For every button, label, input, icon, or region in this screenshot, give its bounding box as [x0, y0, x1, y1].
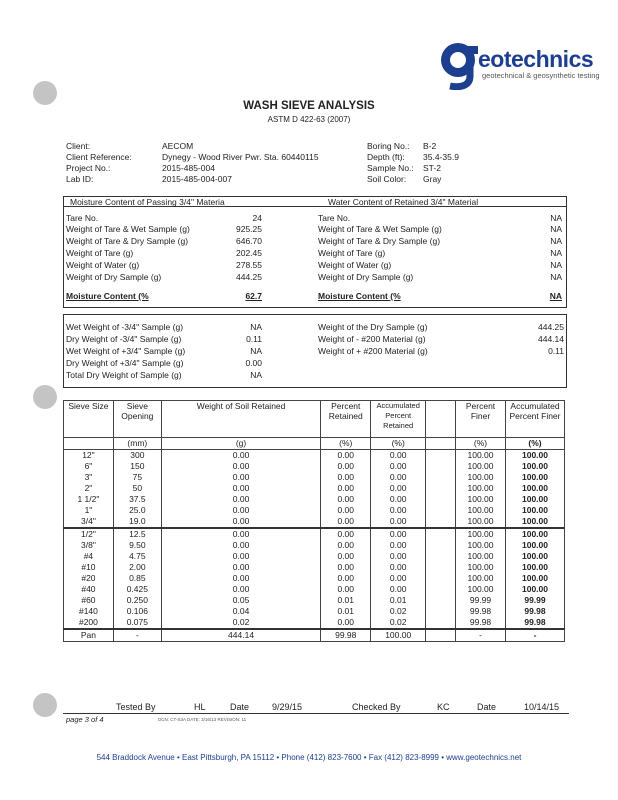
col-header-accumulated-retained: Accumulated Percent Retained — [371, 401, 426, 438]
cell-sieve-opening: 150 — [113, 461, 161, 472]
moisture-passing-label: Weight of Tare & Wet Sample (g) — [66, 224, 190, 234]
cell-accum-finer: 100.00 — [505, 461, 564, 472]
info-value: 2015-485-004-007 — [162, 174, 232, 184]
cell-sieve-opening: 0.106 — [113, 606, 161, 617]
cell-accum-finer: 100.00 — [505, 540, 564, 551]
cell-accum-retained: 0.00 — [371, 494, 426, 505]
tested-date-value: 9/29/15 — [272, 702, 303, 712]
weight-label: Wet Weight of -3/4" Sample (g) — [66, 322, 184, 332]
cell-blank — [426, 573, 456, 584]
moisture-passing-value: 925.25 — [236, 224, 262, 234]
cell-blank — [426, 505, 456, 516]
cell-sieve-opening: 75 — [113, 472, 161, 483]
cell-sieve-opening: 37.5 — [113, 494, 161, 505]
weight-value: 0.11 — [246, 334, 262, 344]
sieve-analysis-table — [63, 400, 565, 642]
moisture-retained-value: NA — [550, 224, 562, 234]
cell-accum-finer: 100.00 — [505, 573, 564, 584]
cell-percent-finer: 99.99 — [456, 595, 506, 606]
binder-hole-bottom — [33, 693, 57, 717]
col-header-weight-retained: Weight of Soil Retained — [161, 401, 320, 438]
table-header-row — [64, 401, 565, 438]
col-header-percent-finer: Percent Finer — [456, 401, 506, 438]
cell-sieve-size: 1 1/2" — [64, 494, 114, 505]
moisture-passing-label: Weight of Tare & Dry Sample (g) — [66, 236, 189, 246]
table-row — [64, 505, 565, 516]
cell-sieve-size: #60 — [64, 595, 114, 606]
cell-blank — [426, 540, 456, 551]
weight-label: Dry Weight of +3/4" Sample (g) — [66, 358, 184, 368]
cell-accum-finer: 100.00 — [505, 494, 564, 505]
cell-percent-finer: 100.00 — [456, 505, 506, 516]
cell-accum-retained: 0.00 — [371, 551, 426, 562]
info-label: Soil Color: — [367, 174, 407, 184]
checked-by-label: Checked By — [352, 702, 401, 712]
info-label: Client: — [66, 141, 91, 151]
info-label: Client Reference: — [66, 152, 132, 162]
cell-sieve-opening: 0.85 — [113, 573, 161, 584]
cell-percent-retained: 0.00 — [321, 450, 371, 462]
cell-sieve-size: #4 — [64, 551, 114, 562]
sieve-table-body — [64, 438, 565, 642]
cell-weight-retained: (g) — [161, 438, 320, 450]
cell-sieve-opening: 300 — [113, 450, 161, 462]
cell-percent-retained: (%) — [321, 438, 371, 450]
table-row — [64, 584, 565, 595]
cell-weight-retained: 0.00 — [161, 461, 320, 472]
info-right-values — [423, 141, 459, 185]
cell-blank — [426, 606, 456, 617]
cell-weight-retained: 0.00 — [161, 540, 320, 551]
table-row — [64, 472, 565, 483]
cell-percent-retained: 0.00 — [321, 505, 371, 516]
cell-percent-retained: 0.01 — [321, 606, 371, 617]
weight-value: 0.11 — [548, 346, 564, 356]
cell-percent-retained: 0.00 — [321, 540, 371, 551]
cell-weight-retained: 0.04 — [161, 606, 320, 617]
table-row-pan — [64, 629, 565, 642]
cell-sieve-opening: 0.425 — [113, 584, 161, 595]
logo-tagline: geotechnical & geosynthetic testing — [482, 71, 600, 80]
cell-percent-finer: 100.00 — [456, 461, 506, 472]
cell-blank — [426, 528, 456, 540]
cell-sieve-size: 6" — [64, 461, 114, 472]
cell-sieve-opening: 0.250 — [113, 595, 161, 606]
cell-sieve-opening: 0.075 — [113, 617, 161, 629]
cell-sieve-opening: (mm) — [113, 438, 161, 450]
cell-percent-retained: 0.00 — [321, 483, 371, 494]
cell-percent-retained: 0.00 — [321, 551, 371, 562]
page-number: page 3 of 4 — [66, 715, 104, 724]
cell-sieve-opening: 9.50 — [113, 540, 161, 551]
weight-label: Weight of + #200 Material (g) — [318, 346, 428, 356]
cell-sieve-opening: 19.0 — [113, 516, 161, 528]
cell-weight-retained: 444.14 — [161, 629, 320, 642]
cell-sieve-opening: 2.00 — [113, 562, 161, 573]
cell-percent-finer: 100.00 — [456, 540, 506, 551]
info-value: B-2 — [423, 141, 437, 151]
cell-accum-retained: 0.00 — [371, 584, 426, 595]
table-row — [64, 551, 565, 562]
cell-percent-finer: 100.00 — [456, 472, 506, 483]
cell-percent-retained: 0.00 — [321, 516, 371, 528]
weight-value: NA — [250, 346, 262, 356]
moisture-retained-label: Weight of Dry Sample (g) — [318, 272, 414, 282]
cell-sieve-size: 3" — [64, 472, 114, 483]
cell-percent-finer: 100.00 — [456, 494, 506, 505]
info-label: Depth (ft): — [367, 152, 405, 162]
cell-percent-finer: 100.00 — [456, 450, 506, 462]
document-code: DCN: CT-S3A DATE: 3/16/13 REVISION: 11 — [158, 717, 247, 722]
moisture-passing-label: Weight of Dry Sample (g) — [66, 272, 162, 282]
cell-accum-finer: - — [505, 629, 564, 642]
moisture-passing-label: Weight of Tare (g) — [66, 248, 134, 258]
table-units-row — [64, 438, 565, 450]
moisture-retained-value: NA — [550, 260, 562, 270]
moisture-passing-value: 24 — [252, 213, 262, 223]
moisture-retained-value: NA — [550, 272, 562, 282]
weight-label: Weight of - #200 Material (g) — [318, 334, 426, 344]
cell-blank — [426, 461, 456, 472]
cell-accum-retained: 0.01 — [371, 595, 426, 606]
geotechnics-logo-icon — [436, 40, 480, 90]
footer-rule — [63, 713, 569, 714]
logo-wordmark: eotechnics — [478, 46, 594, 72]
table-row — [64, 450, 565, 462]
weight-label: Total Dry Weight of Sample (g) — [66, 370, 182, 380]
cell-percent-retained: 0.00 — [321, 562, 371, 573]
table-row — [64, 606, 565, 617]
info-label: Sample No.: — [367, 163, 414, 173]
info-value: Gray — [423, 174, 442, 184]
cell-accum-finer: 100.00 — [505, 562, 564, 573]
table-row — [64, 617, 565, 629]
weight-value: NA — [250, 322, 262, 332]
cell-blank — [426, 438, 456, 450]
weight-value: NA — [250, 370, 262, 380]
cell-accum-retained: 0.00 — [371, 450, 426, 462]
moisture-retained-value: NA — [550, 236, 562, 246]
cell-blank — [426, 551, 456, 562]
cell-weight-retained: 0.00 — [161, 573, 320, 584]
table-row — [64, 494, 565, 505]
info-value: 35.4-35.9 — [423, 152, 459, 162]
cell-sieve-size: #10 — [64, 562, 114, 573]
cell-blank — [426, 629, 456, 642]
cell-percent-finer: 100.00 — [456, 551, 506, 562]
cell-sieve-opening: 25.0 — [113, 505, 161, 516]
col-header-accumulated-finer: Accumulated Percent Finer — [505, 401, 564, 438]
cell-percent-retained: 0.00 — [321, 494, 371, 505]
weight-label: Weight of the Dry Sample (g) — [318, 322, 428, 332]
company-address: 544 Braddock Avenue • East Pittsburgh, PA 15112 • Phone (412) 823-7600 • Fax (412) 823-8999 • www.geotechnics.net — [96, 753, 522, 762]
moisture-passing-label: Tare No. — [66, 213, 99, 223]
cell-weight-retained: 0.02 — [161, 617, 320, 629]
cell-sieve-opening: 12.5 — [113, 528, 161, 540]
cell-sieve-opening: 4.75 — [113, 551, 161, 562]
cell-sieve-size: 12" — [64, 450, 114, 462]
weight-label: Dry Weight of -3/4" Sample (g) — [66, 334, 182, 344]
moisture-passing-label: Weight of Water (g) — [66, 260, 140, 270]
moisture-passing-value: 278.55 — [236, 260, 262, 270]
cell-accum-retained: 0.00 — [371, 472, 426, 483]
cell-percent-retained: 0.00 — [321, 617, 371, 629]
weight-value: 444.25 — [538, 322, 564, 332]
cell-accum-retained: 0.00 — [371, 461, 426, 472]
cell-accum-retained: 0.00 — [371, 516, 426, 528]
cell-weight-retained: 0.00 — [161, 528, 320, 540]
checked-by-value: KC — [437, 702, 450, 712]
col-header-sieve-size: Sieve Size — [64, 401, 114, 438]
cell-accum-finer: 99.98 — [505, 606, 564, 617]
cell-sieve-size: #20 — [64, 573, 114, 584]
checked-date-value: 10/14/15 — [524, 702, 560, 712]
info-right-labels — [367, 141, 414, 185]
cell-accum-finer: 100.00 — [505, 505, 564, 516]
info-value: ST-2 — [423, 163, 441, 173]
cell-blank — [426, 516, 456, 528]
table-row — [64, 595, 565, 606]
cell-sieve-size: 3/4" — [64, 516, 114, 528]
weight-label: Wet Weight of +3/4" Sample (g) — [66, 346, 186, 356]
cell-percent-finer: 100.00 — [456, 528, 506, 540]
cell-sieve-size: #140 — [64, 606, 114, 617]
table-row — [64, 461, 565, 472]
cell-weight-retained: 0.00 — [161, 562, 320, 573]
cell-percent-finer: (%) — [456, 438, 506, 450]
moisture-passing-result-label: Moisture Content (% — [66, 291, 149, 301]
checked-date-label: Date — [477, 702, 497, 712]
info-label: Boring No.: — [367, 141, 410, 151]
col-header-sieve-opening: Sieve Opening — [113, 401, 161, 438]
tested-by-value: HL — [194, 702, 206, 712]
cell-percent-finer: 100.00 — [456, 483, 506, 494]
binder-hole-middle — [33, 385, 57, 409]
cell-accum-retained: (%) — [371, 438, 426, 450]
moisture-retained-value: NA — [550, 248, 562, 258]
cell-percent-finer: 100.00 — [456, 573, 506, 584]
cell-accum-retained: 100.00 — [371, 629, 426, 642]
cell-sieve-size: 1" — [64, 505, 114, 516]
cell-percent-retained: 99.98 — [321, 629, 371, 642]
cell-accum-finer: 100.00 — [505, 516, 564, 528]
cell-accum-retained: 0.00 — [371, 505, 426, 516]
cell-blank — [426, 483, 456, 494]
moisture-passing-value: 444.25 — [236, 272, 262, 282]
cell-sieve-size: 2" — [64, 483, 114, 494]
cell-accum-retained: 0.02 — [371, 606, 426, 617]
moisture-retained-header: Water Content of Retained 3/4" Material — [328, 197, 479, 207]
cell-sieve-size: 3/8" — [64, 540, 114, 551]
cell-accum-finer: 100.00 — [505, 584, 564, 595]
cell-sieve-opening: 50 — [113, 483, 161, 494]
tested-date-label: Date — [230, 702, 250, 712]
cell-weight-retained: 0.00 — [161, 494, 320, 505]
cell-sieve-size: Pan — [64, 629, 114, 642]
info-left-values — [162, 141, 319, 185]
cell-sieve-size: #200 — [64, 617, 114, 629]
cell-percent-finer: 100.00 — [456, 562, 506, 573]
cell-accum-retained: 0.00 — [371, 562, 426, 573]
cell-percent-finer: 99.98 — [456, 606, 506, 617]
cell-accum-retained: 0.00 — [371, 483, 426, 494]
table-row — [64, 573, 565, 584]
moisture-retained-label: Tare No. — [318, 213, 351, 223]
cell-percent-finer: 100.00 — [456, 584, 506, 595]
cell-accum-finer: 100.00 — [505, 472, 564, 483]
moisture-passing-header: Moisture Content of Passing 3/4" Materia — [70, 197, 225, 207]
cell-percent-retained: 0.01 — [321, 595, 371, 606]
cell-weight-retained: 0.00 — [161, 472, 320, 483]
cell-blank — [426, 562, 456, 573]
cell-sieve-size: #40 — [64, 584, 114, 595]
table-row — [64, 483, 565, 494]
col-header-blank — [426, 401, 456, 438]
moisture-retained-label: Weight of Tare (g) — [318, 248, 386, 258]
info-label: Project No.: — [66, 163, 111, 173]
cell-blank — [426, 472, 456, 483]
moisture-retained-label: Weight of Tare & Dry Sample (g) — [318, 236, 441, 246]
cell-weight-retained: 0.00 — [161, 483, 320, 494]
cell-blank — [426, 494, 456, 505]
info-value: Dynegy - Wood River Pwr. Sta. 60440115 — [162, 152, 319, 162]
moisture-passing-value: 646.70 — [236, 236, 262, 246]
table-row — [64, 528, 565, 540]
cell-accum-finer: 100.00 — [505, 551, 564, 562]
table-row — [64, 516, 565, 528]
table-row — [64, 540, 565, 551]
cell-blank — [426, 617, 456, 629]
cell-accum-finer: 100.00 — [505, 528, 564, 540]
moisture-retained-value: NA — [550, 213, 562, 223]
cell-accum-finer: 99.98 — [505, 617, 564, 629]
cell-accum-retained: 0.00 — [371, 528, 426, 540]
cell-weight-retained: 0.00 — [161, 505, 320, 516]
tested-by-label: Tested By — [116, 702, 156, 712]
cell-percent-retained: 0.00 — [321, 472, 371, 483]
col-header-percent-retained: Percent Retained — [321, 401, 371, 438]
cell-accum-retained: 0.00 — [371, 540, 426, 551]
cell-weight-retained: 0.00 — [161, 516, 320, 528]
cell-weight-retained: 0.00 — [161, 551, 320, 562]
cell-percent-finer: 100.00 — [456, 516, 506, 528]
cell-blank — [426, 450, 456, 462]
cell-sieve-size: 1/2" — [64, 528, 114, 540]
page-subtitle: ASTM D 422-63 (2007) — [267, 115, 351, 124]
cell-percent-retained: 0.00 — [321, 461, 371, 472]
table-row — [64, 562, 565, 573]
info-value: AECOM — [162, 141, 194, 151]
cell-percent-retained: 0.00 — [321, 528, 371, 540]
moisture-retained-result-value: NA — [549, 291, 562, 301]
cell-percent-finer: 99.98 — [456, 617, 506, 629]
moisture-retained-label: Weight of Water (g) — [318, 260, 392, 270]
info-label: Lab ID: — [66, 174, 94, 184]
cell-accum-retained: 0.00 — [371, 573, 426, 584]
info-left-labels — [66, 141, 132, 185]
cell-percent-finer: - — [456, 629, 506, 642]
cell-percent-retained: 0.00 — [321, 573, 371, 584]
cell-weight-retained: 0.00 — [161, 450, 320, 462]
cell-percent-retained: 0.00 — [321, 584, 371, 595]
cell-accum-finer: (%) — [505, 438, 564, 450]
cell-blank — [426, 584, 456, 595]
cell-weight-retained: 0.05 — [161, 595, 320, 606]
cell-sieve-size — [64, 438, 114, 450]
moisture-passing-value: 202.45 — [236, 248, 262, 258]
cell-accum-finer: 99.99 — [505, 595, 564, 606]
cell-accum-finer: 100.00 — [505, 450, 564, 462]
page-title: WASH SIEVE ANALYSIS — [243, 100, 375, 112]
weight-value: 444.14 — [538, 334, 564, 344]
cell-sieve-opening: - — [113, 629, 161, 642]
cell-weight-retained: 0.00 — [161, 584, 320, 595]
moisture-passing-result-value: 62.7 — [245, 291, 262, 301]
moisture-retained-label: Weight of Tare & Wet Sample (g) — [318, 224, 442, 234]
moisture-retained-result-label: Moisture Content (% — [318, 291, 401, 301]
weight-value: 0.00 — [245, 358, 262, 368]
cell-accum-finer: 100.00 — [505, 483, 564, 494]
cell-blank — [426, 595, 456, 606]
info-value: 2015-485-004 — [162, 163, 215, 173]
cell-accum-retained: 0.02 — [371, 617, 426, 629]
